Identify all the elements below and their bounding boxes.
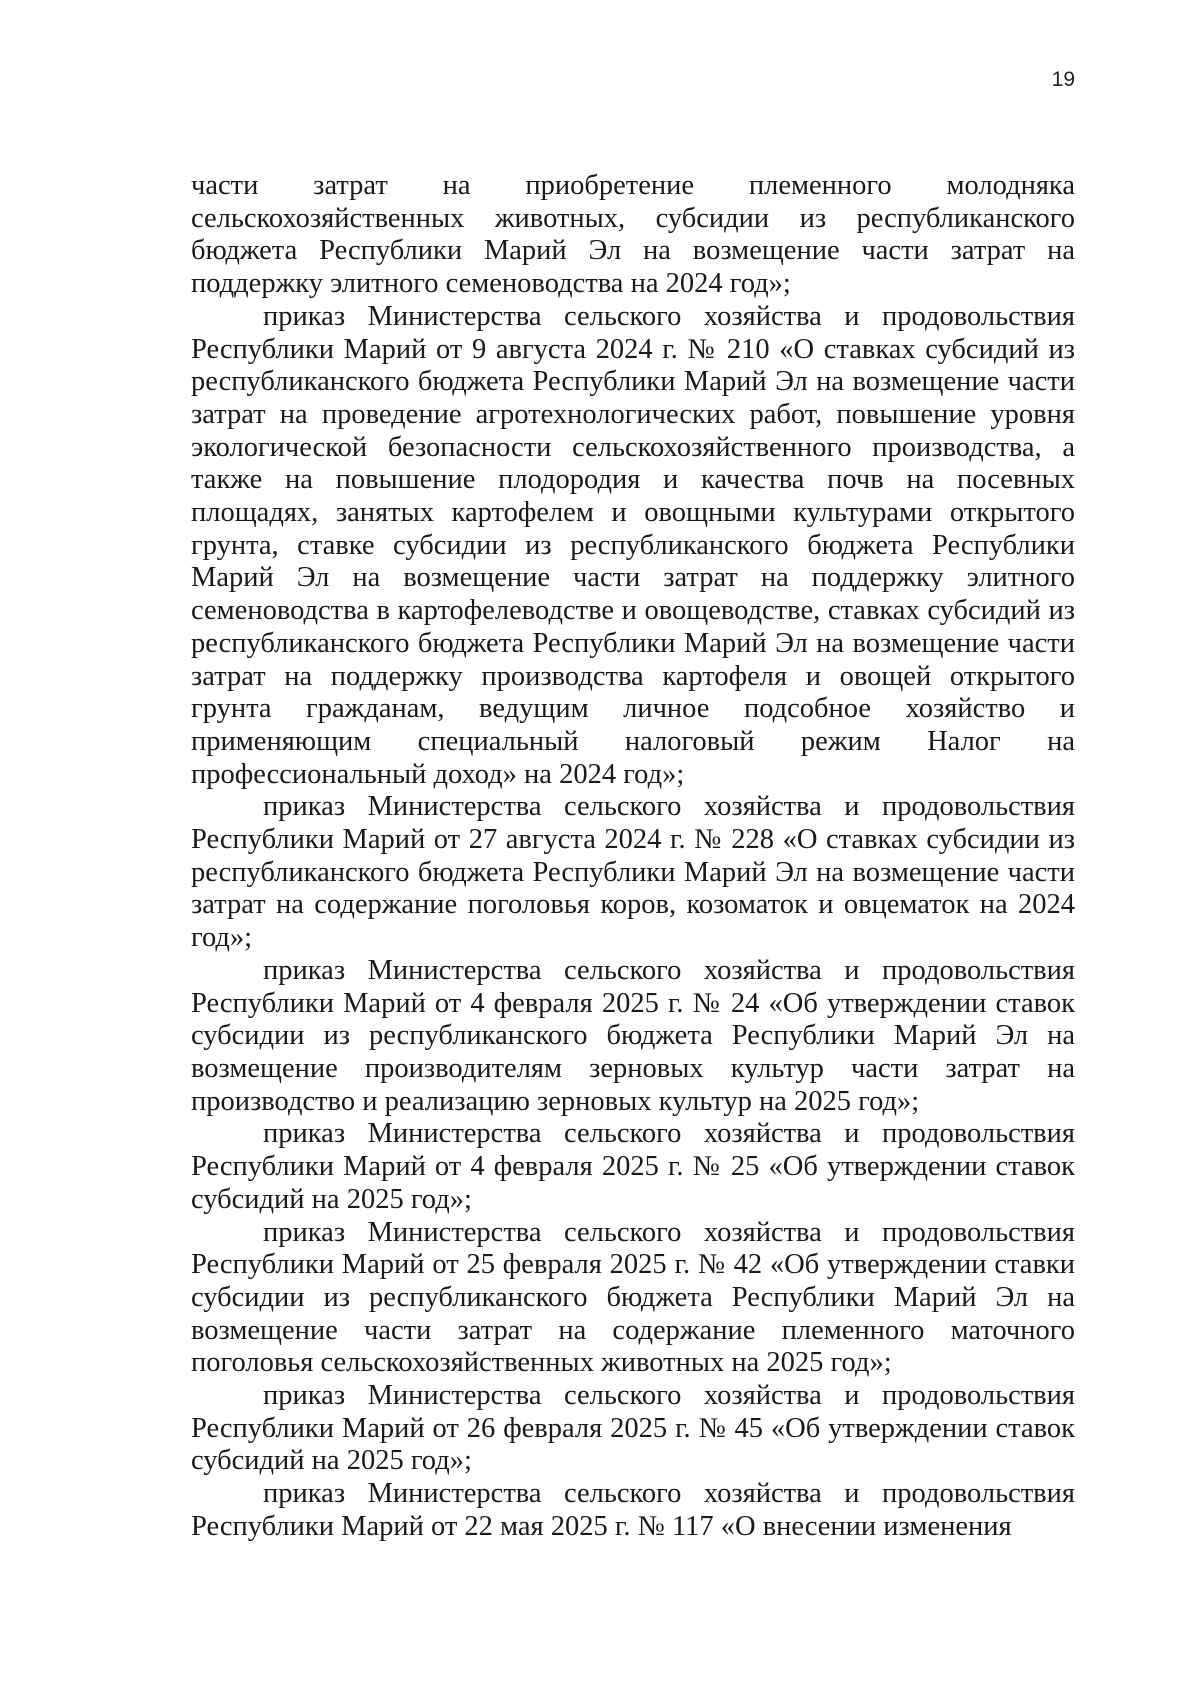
paragraph-order-228: приказ Министерства сельского хозяйства и продовольствия Республики Марий от 27 августа 2024 г. № 228 «О ставках субсидии из республиканского бюджета Республики Марий Эл на возмещение части затрат на содержание поголовья коров, козоматок и овцематок на 2024 год»; <box>191 791 1075 954</box>
paragraph-order-210: приказ Министерства сельского хозяйства и продовольствия Республики Марий от 9 августа 2024 г. № 210 «О ставках субсидий из республиканского бюджета Республики Марий Эл на возмещение части затрат на проведение агротехнологических работ, повышение уровня экологической безопасности сельскохозяйственного производства, а также на повышение плодородия и качества почв на посевных площадях, занятых картофелем и овощными культурами открытого грунта, ставке субсидии из республиканского бюджета Республики Марий Эл на возмещение части затрат на поддержку элитного семеноводства в картофелеводстве и овощеводстве, ставках субсидий из республиканского бюджета Республики Марий Эл на возмещение части затрат на поддержку производства картофеля и овощей открытого грунта гражданам, ведущим личное подсобное хозяйство и применяющим специальный налоговый режим Налог на профессиональный доход» на 2024 год»; <box>191 300 1075 790</box>
document-body <box>191 170 1075 1544</box>
paragraph-order-25: приказ Министерства сельского хозяйства и продовольствия Республики Марий от 4 февраля 2025 г. № 25 «Об утверждении ставок субсидий на 2025 год»; <box>191 1118 1075 1215</box>
paragraph-order-24: приказ Министерства сельского хозяйства и продовольствия Республики Марий от 4 февраля 2025 г. № 24 «Об утверждении ставок субсидии из республиканского бюджета Республики Марий Эл на возмещение производителям зерновых культур части затрат на производство и реализацию зерновых культур на 2025 год»; <box>191 954 1075 1117</box>
paragraph-order-42: приказ Министерства сельского хозяйства и продовольствия Республики Марий от 25 февраля 2025 г. № 42 «Об утверждении ставки субсидии из республиканского бюджета Республики Марий Эл на возмещение части затрат на содержание племенного маточного поголовья сельскохозяйственных животных на 2025 год»; <box>191 1216 1075 1379</box>
paragraph-order-117: приказ Министерства сельского хозяйства и продовольствия Республики Марий от 22 мая 2025 г. № 117 «О внесении изменения <box>191 1478 1075 1542</box>
paragraph-order-45: приказ Министерства сельского хозяйства и продовольствия Республики Марий от 26 февраля 2025 г. № 45 «Об утверждении ставок субсидий на 2025 год»; <box>191 1380 1075 1477</box>
paragraph-continuation: части затрат на приобретение племенного молодняка сельскохозяйственных животных, субсидии из республиканского бюджета Республики Марий Эл на возмещение части затрат на поддержку элитного семеноводства на 2024 год»; <box>191 170 1075 300</box>
page-number: 19 <box>1051 68 1075 91</box>
